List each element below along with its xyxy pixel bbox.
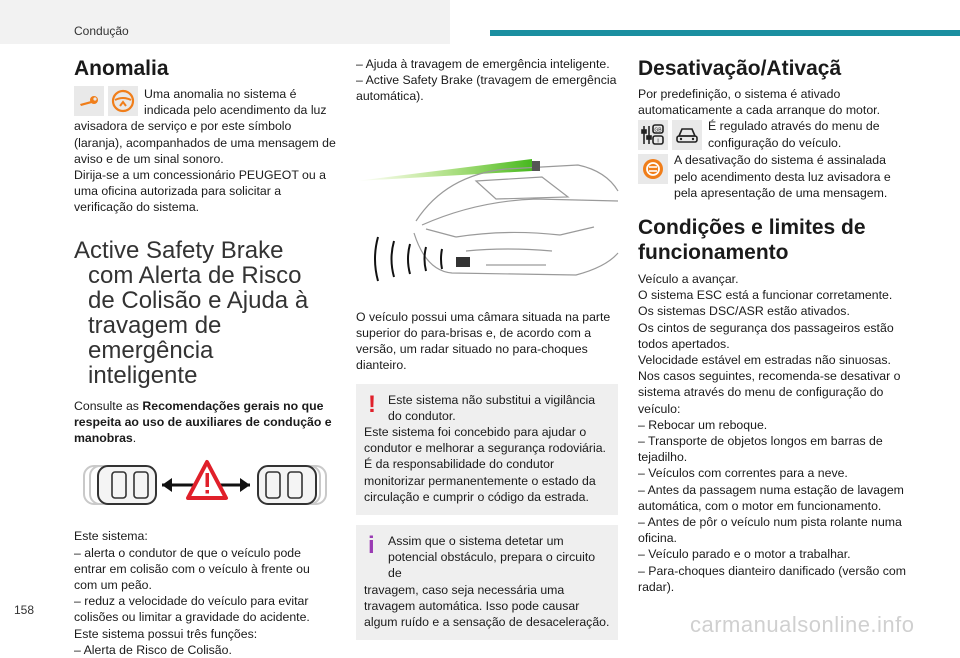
asb-heading-line-4: travagem de emergência xyxy=(88,311,222,364)
brake-deactivated-warning-icon xyxy=(638,154,668,184)
warning-rest: Este sistema foi concebido para ajudar o condutor e melhorar a segurança rodoviária. É da responsabilidade do condutor monitorizar permanentemente o estado da circulação e cumprir o código da estrada. xyxy=(364,425,606,504)
condition-line: – Veículos com correntes para a neve. xyxy=(638,466,848,481)
deactivation-text-2b: configuração do veículo. xyxy=(708,135,842,150)
deactivation-heading: Desativação/Ativaçã xyxy=(638,57,842,80)
steering-warning-icon xyxy=(108,86,138,116)
condition-line: – Transporte de objetos longos em barras de tejadilho. xyxy=(638,434,883,465)
svg-text:GB: GB xyxy=(654,127,662,134)
warning-first-line: Este sistema não substitui a vigilância do condutor. xyxy=(388,392,596,423)
condition-line: Velocidade estável em estradas não sinuosas. xyxy=(638,353,891,368)
car-front-icon xyxy=(672,120,702,150)
info-icon: i xyxy=(368,532,375,560)
condition-line: – Para-choques dianteiro danificado (versão com radar). xyxy=(638,563,906,594)
conditions-heading-line-2: funcionamento xyxy=(638,241,789,265)
anomaly-heading: Anomalia xyxy=(74,57,169,80)
anomaly-text-2: Dirija-se a um concessionário PEUGEOT ou a uma oficina autorizada para solicitar a verificação do sistema. xyxy=(74,168,326,215)
settings-menu-icon xyxy=(638,120,668,150)
functions-intro: Este sistema possui três funções: xyxy=(74,626,258,641)
header-tab xyxy=(0,0,450,44)
deactivation-text-1: Por predefinição, o sistema é ativado automaticamente a cada arranque do motor. xyxy=(638,87,880,118)
asb-heading-line-1: Active Safety Brake xyxy=(74,236,284,264)
condition-line: Veículo a avançar. xyxy=(638,272,739,287)
car-sensor-illustration xyxy=(356,141,618,295)
watermark: carmanualsonline.info xyxy=(690,612,915,637)
function-3: – Active Safety Brake (travagem de emergência automática). xyxy=(356,73,617,104)
anomaly-icons xyxy=(74,86,138,116)
conditions-heading xyxy=(638,215,908,265)
exclamation-warning-icon: ! xyxy=(368,390,376,418)
condition-line: – Antes de pôr o veículo num pista rolante numa oficina. xyxy=(638,515,902,546)
consult-bold: Recomendações gerais no que respeita ao uso de auxiliares de condução e manobras xyxy=(74,398,332,446)
function-1: – Alerta de Risco de Colisão. xyxy=(74,642,232,657)
condition-line: Os cintos de segurança dos passageiros estão todos apertados. xyxy=(638,320,894,351)
condition-line: – Antes da passagem numa estação de lavagem automática, com o motor em funcionamento. xyxy=(638,482,904,513)
service-wrench-icon xyxy=(74,86,104,116)
info-first-line: Assim que o sistema detetar um potencial obstáculo, prepara o circuito de xyxy=(388,534,596,581)
chapter-title: Condução xyxy=(74,24,129,38)
system-item-2: – reduz a velocidade do veículo para evitar colisões ou limitar a gravidade do acidente. xyxy=(74,594,310,625)
camera-text: O veículo possui uma câmara situada na parte superior do para-brisas e, de acordo com a versão, um radar situado no para-choques dianteiro. xyxy=(356,309,611,373)
info-notice xyxy=(356,525,618,640)
deactivation-text-3a: A desativação do sistema é assinalada xyxy=(674,153,886,168)
function-2: – Ajuda à travagem de emergência inteligente. xyxy=(356,57,610,71)
deactivated-warning-icons xyxy=(638,154,668,184)
header-accent-bar xyxy=(490,30,960,36)
consult-text xyxy=(74,398,336,447)
condition-line: – Rebocar um reboque. xyxy=(638,417,768,432)
consult-suffix: . xyxy=(132,431,137,446)
condition-line: O sistema ESC está a funcionar corretamente. xyxy=(638,288,893,303)
collision-diagram xyxy=(74,458,336,516)
asb-heading-line-3: de Colisão e Ajuda à xyxy=(88,286,309,314)
system-intro: Este sistema: xyxy=(74,529,148,544)
consult-prefix: Consulte as xyxy=(74,398,143,413)
column-3 xyxy=(638,56,908,595)
config-icons xyxy=(638,120,702,150)
deactivation-text-3b: pelo acendimento desta luz avisadora e pela apresentação de uma mensagem. xyxy=(674,169,891,200)
asb-heading xyxy=(74,238,336,388)
svg-text:i: i xyxy=(657,138,659,145)
anomaly-text-1b: indicada pelo acendimento da luz xyxy=(144,103,327,118)
system-item-1: – alerta o condutor de que o veículo pode entrar em colisão com o veículo à frente ou com um peão. xyxy=(74,545,310,593)
conditions-heading-line-1: Condições e limites de xyxy=(638,216,866,240)
info-rest: travagem, caso seja necessária uma travagem automática. Isso pode causar algum ruído e a sensação de desaceleração. xyxy=(364,582,610,630)
condition-line: Nos casos seguintes, recomenda-se desativar o sistema através do menu de configuração do veículo: xyxy=(638,369,901,416)
column-1 xyxy=(74,56,336,658)
column-2 xyxy=(356,56,618,640)
anomaly-text-1c: avisadora de serviço e por este símbolo (laranja), acompanhados de uma mensagem de aviso e de um sinal sonoro. xyxy=(74,119,336,166)
condition-line: Os sistemas DSC/ASR estão ativados. xyxy=(638,304,850,319)
anomaly-text-1: Uma anomalia no sistema é xyxy=(144,87,297,101)
page-number: 158 xyxy=(14,603,35,617)
condition-line: – Veículo parado e o motor a trabalhar. xyxy=(638,547,851,562)
warning-notice xyxy=(356,384,618,515)
asb-heading-line-5: inteligente xyxy=(88,361,198,389)
deactivation-text-2a: É regulado através do menu de xyxy=(708,119,880,134)
asb-heading-line-2: com Alerta de Risco xyxy=(88,261,302,289)
